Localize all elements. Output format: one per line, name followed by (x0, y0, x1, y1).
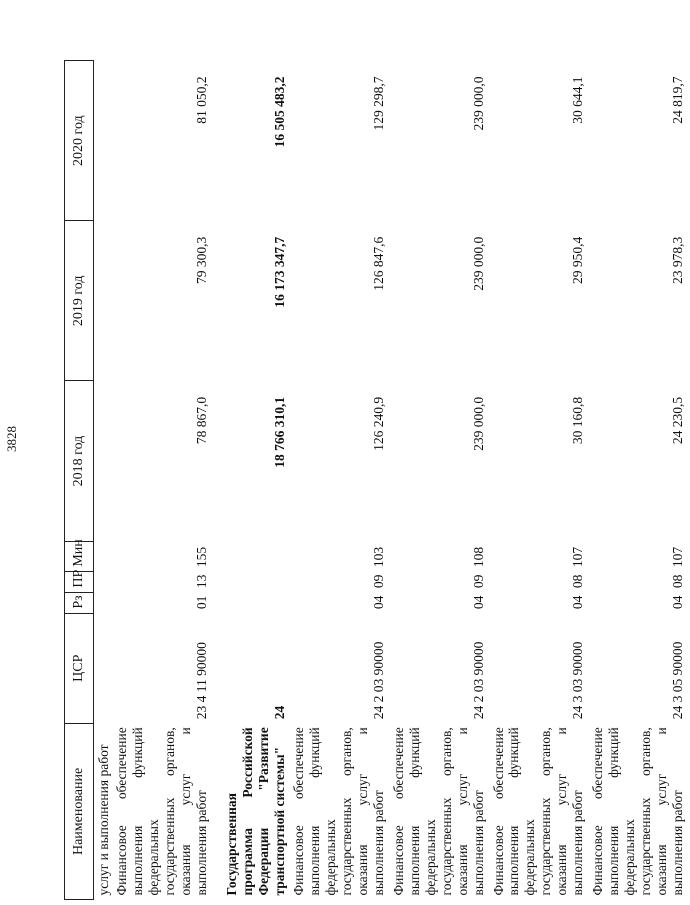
page-number: 3828 (4, 426, 19, 452)
header-name: Наименование (65, 723, 94, 899)
row-min (213, 541, 291, 571)
table-row (291, 61, 391, 900)
header-min: Мин (65, 541, 94, 571)
row-csr: 24 3 05 90000 (669, 641, 685, 720)
row-rz: 04 (371, 595, 387, 610)
table-row (114, 61, 214, 900)
row-min: 103 (371, 546, 387, 568)
row-pr: 09 (371, 574, 387, 589)
row-2020: 239 000,0 (470, 76, 486, 131)
row-min: 108 (470, 546, 486, 568)
header-rz: Рз (65, 592, 94, 613)
continuation-text: услуг и выполнения работ (96, 744, 111, 896)
row-pr: 13 (193, 574, 209, 589)
row-2019: 29 950,4 (570, 236, 586, 284)
row-csr: 24 2 03 90000 (371, 641, 387, 720)
row-rz (213, 592, 291, 613)
table-header-row (65, 61, 94, 900)
row-csr: 24 (271, 705, 287, 720)
row-2018: 239 000,0 (470, 396, 486, 451)
header-csr: ЦСР (65, 613, 94, 723)
row-2018: 126 240,9 (371, 396, 387, 451)
row-pr (213, 571, 291, 592)
row-2020: 16 505 483,2 (271, 76, 287, 148)
row-pr: 08 (570, 574, 586, 589)
continuation-row (94, 61, 114, 900)
header-2020: 2020 год (65, 61, 94, 221)
table-row (590, 61, 690, 900)
row-csr: 24 3 03 90000 (570, 641, 586, 720)
row-rz: 04 (669, 595, 685, 610)
row-2019: 79 300,3 (193, 236, 209, 284)
row-name: Финансовое обеспечение выполнения функций федеральных государственных органов, оказания услуг и выполнения работ (490, 727, 586, 896)
row-name: Финансовое обеспечение выполнения функций федеральных государственных органов, оказания услуг и выполнения работ (390, 727, 486, 896)
row-2019: 239 000,0 (470, 236, 486, 291)
row-min: 107 (669, 546, 685, 568)
row-csr: 23 4 11 90000 (193, 642, 209, 720)
row-2019: 16 173 347,7 (271, 236, 287, 308)
row-2020: 24 819,7 (669, 76, 685, 124)
row-2018: 30 160,8 (570, 396, 586, 445)
row-2019: 23 978,3 (669, 236, 685, 284)
row-min: 107 (570, 546, 586, 568)
header-2018: 2018 год (65, 381, 94, 541)
header-2019: 2019 год (65, 221, 94, 381)
row-csr: 24 2 03 90000 (470, 641, 486, 720)
row-rz: 04 (470, 595, 486, 610)
row-name: Финансовое обеспечение выполнения функций федеральных государственных органов, оказания услуг и выполнения работ (113, 727, 209, 896)
row-2019: 126 847,6 (371, 236, 387, 291)
row-pr: 08 (669, 574, 685, 589)
row-2018: 24 230,5 (669, 396, 685, 445)
table-row (491, 61, 591, 900)
row-2020: 129 298,7 (371, 76, 387, 131)
row-pr: 09 (470, 574, 486, 589)
row-2020: 81 050,2 (193, 76, 209, 124)
header-pr: ПР (65, 571, 94, 592)
budget-table-sheet (64, 60, 685, 900)
row-rz: 04 (570, 595, 586, 610)
row-name: Государственная программа Российской Федерации "Развитие транспортной системы" (223, 727, 287, 896)
table-row (391, 61, 491, 900)
budget-table (64, 60, 690, 900)
row-rz: 01 (193, 595, 209, 610)
table-row-program (213, 61, 291, 900)
row-name: Финансовое обеспечение выполнения функций федеральных государственных органов, оказания услуг и выполнения работ (291, 727, 387, 896)
row-2020: 30 644,1 (570, 76, 586, 124)
row-2018: 18 766 310,1 (271, 396, 287, 468)
row-min: 155 (193, 546, 209, 568)
row-name: Финансовое обеспечение выполнения функций федеральных государственных органов, оказания услуг и выполнения работ (590, 727, 685, 896)
row-2018: 78 867,0 (193, 396, 209, 445)
